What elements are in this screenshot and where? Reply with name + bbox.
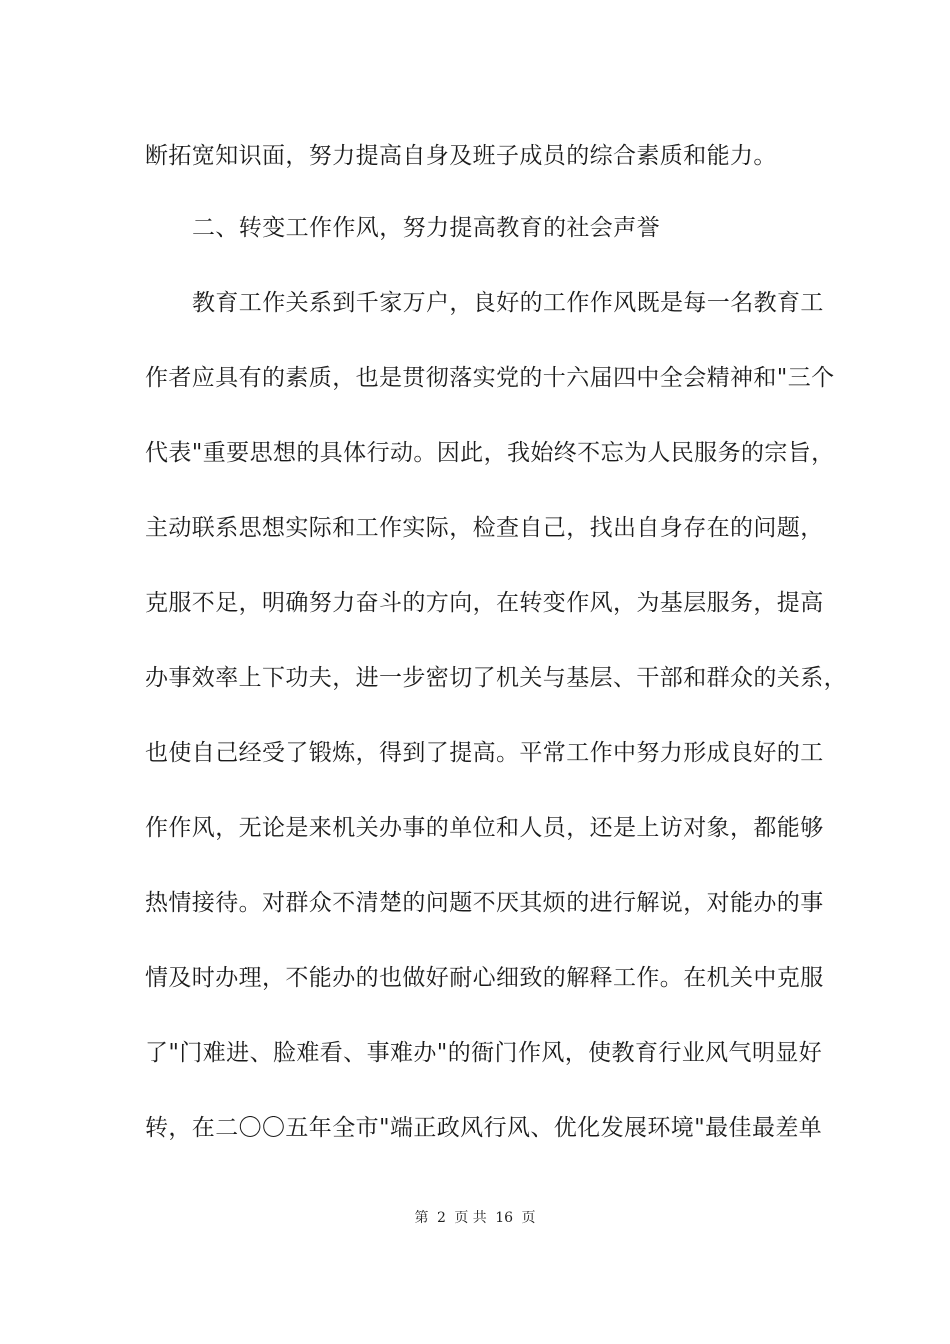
paragraph-line: 转，在二〇〇五年全市"端正政风行风、优化发展环境"最佳最差单 — [145, 1115, 823, 1141]
section-heading: 二、转变工作作风，努力提高教育的社会声誉 — [192, 215, 660, 241]
paragraph-line: 也使自己经受了锻炼，得到了提高。平常工作中努力形成良好的工 — [145, 740, 824, 766]
page-footer — [0, 1208, 950, 1228]
paragraph-line: 断拓宽知识面，努力提高自身及班子成员的综合素质和能力。 — [145, 143, 777, 169]
paragraph-line: 作者应具有的素质，也是贯彻落实党的十六届四中全会精神和"三个 — [145, 365, 835, 391]
paragraph-line: 教育工作关系到千家万户，良好的工作作风既是每一名教育工 — [192, 290, 824, 316]
paragraph-line: 了"门难进、脸难看、事难办"的衙门作风，使教育行业风气明显好 — [145, 1040, 823, 1066]
current-page-number: 2 — [436, 1210, 446, 1226]
paragraph-line: 办事效率上下功夫，进一步密切了机关与基层、干部和群众的关系， — [145, 665, 847, 691]
paragraph-line: 作作风，无论是来机关办事的单位和人员，还是上访对象，都能够 — [145, 815, 824, 841]
paragraph-line: 代表"重要思想的具体行动。因此，我始终不忘为人民服务的宗旨， — [145, 440, 835, 466]
paragraph-line: 情及时办理，不能办的也做好耐心细致的解释工作。在机关中克服 — [145, 965, 824, 991]
footer-suffix: 页 — [521, 1210, 536, 1226]
total-page-count: 16 — [495, 1210, 514, 1226]
paragraph-line: 主动联系思想实际和工作实际，检查自己，找出自身存在的问题， — [145, 515, 824, 541]
footer-prefix: 第 — [414, 1210, 429, 1226]
paragraph-line: 克服不足，明确努力奋斗的方向，在转变作风，为基层服务，提高 — [145, 590, 824, 616]
footer-middle: 页 共 — [454, 1210, 487, 1226]
paragraph-line: 热情接待。对群众不清楚的问题不厌其烦的进行解说，对能办的事 — [145, 890, 824, 916]
